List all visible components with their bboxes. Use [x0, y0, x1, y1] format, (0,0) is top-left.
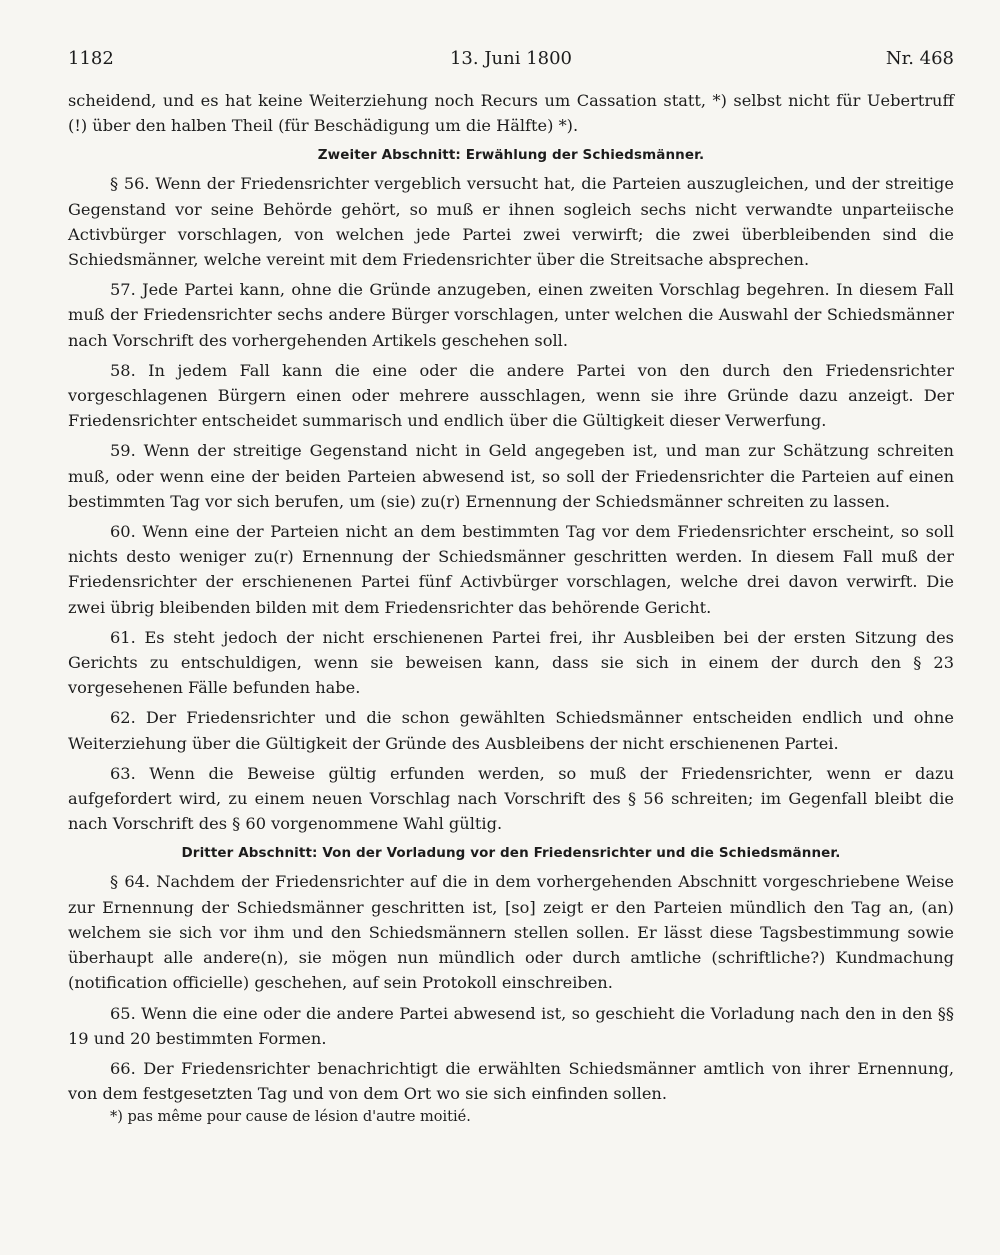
paragraph-61: 61. Es steht jedoch der nicht erschienenen Partei frei, ihr Ausbleiben bei der ersten Sitzung des Gerichts zu entschuldigen, wenn sie beweisen kann, dass sie sich in einem der durch den § 23 vorgesehenen Fälle befunden habe.: [68, 627, 954, 698]
paragraph-63: 63. Wenn die Beweise gültig erfunden werden, so muß der Friedensrichter, wenn er dazu aufgefordert wird, zu einem neuen Vorschlag nach Vorschrift des § 56 schreiten; im Gegenfall bleibt die nach Vorschrift des § 60 vorgenommene Wahl gültig.: [68, 763, 954, 834]
page-number: 1182: [68, 48, 114, 69]
paragraph-59: 59. Wenn der streitige Gegenstand nicht in Geld angegeben ist, und man zur Schätzung schreiten muß, oder wenn eine der beiden Parteien abwesend ist, so soll der Friedensrichter die Parteien auf einen bestimmten Tag vor sich berufen, um (sie) zu(r) Ernennung der Schiedsmänner schreiten zu lassen.: [68, 441, 954, 511]
paragraph-65: 65. Wenn die eine oder die andere Partei abwesend ist, so geschieht die Vorladung nach den in den §§ 19 und 20 bestimmten Formen.: [68, 1003, 954, 1048]
paragraph-66: 66. Der Friedensrichter benachrichtigt die erwählten Schiedsmänner amtlich von ihrer Ernennung, von dem festgesetzten Tag und von dem Ort wo sie sich einfinden sollen.: [68, 1058, 954, 1104]
paragraph-57: 57. Jede Partei kann, ohne die Gründe anzugeben, einen zweiten Vorschlag begehren. In diesem Fall muß der Friedensrichter sechs andere Bürger vorschlagen, unter welchen die Auswahl der Schiedsmänner nach Vorschrift des vorhergehenden Artikels geschehen soll.: [68, 280, 954, 350]
paragraph-56: § 56. Wenn der Friedensrichter vergeblich versucht hat, die Parteien auszugleichen, und der streitige Gegenstand vor seine Behörde gehört, so muß er ihnen sogleich sechs nicht verwandte unparteiische Activbürger vorschlagen, von welchen jede Partei zwei verwirft; die zwei überbleibenden sind die Schiedsmänner, welche vereint mit dem Friedensrichter über die Streitsache absprechen.: [68, 174, 954, 270]
footnote: *) pas même pour cause de lésion d'autre moitié.: [110, 1109, 471, 1126]
paragraph-60: 60. Wenn eine der Parteien nicht an dem bestimmten Tag vor dem Friedensrichter erscheint, so soll nichts desto weniger zu(r) Ernennung der Schiedsmänner geschritten werden. In diesem Fall muß der Friedensrichter der erschienenen Partei fünf Activbürger vorschlagen, welche drei davon verwirft. Die zwei übrig bleibenden bilden mit dem Friedensrichter das behörende Gericht.: [68, 522, 954, 617]
section-heading-dritter-abschnitt: Dritter Abschnitt: Von der Vorladung vor den Friedensrichter und die Schiedsmänner.: [181, 845, 841, 862]
page-header: [68, 48, 954, 78]
paragraph-64: § 64. Nachdem der Friedensrichter auf die in dem vorhergehenden Abschnitt vorgeschriebene Weise zur Ernennung der Schiedsmänner geschritten ist, [so] zeigt er den Parteien mündlich den Tag an, (an) welchem sie sich vor ihm und den Schiedsmännern stellen sollen. Er lässt diese Tagsbestimmung sowie überhaupt alle andere(n), sie mögen nun mündlich oder durch amtliche (schriftliche?) Kundmachung (notification officielle) geschehen, auf sein Protokoll einschreiben.: [68, 872, 954, 993]
paragraph-continuation: scheidend, und es hat keine Weiterziehung noch Recurs um Cassation statt, *) selbst nicht für Uebertruff (!) über den halben Theil (für Beschädigung um die Hälfte) *).: [68, 91, 954, 136]
page-body: [68, 88, 954, 1128]
header-date: 13. Juni 1800: [449, 48, 573, 69]
paragraph-62: 62. Der Friedensrichter und die schon gewählten Schiedsmänner entscheiden endlich und ohne Weiterziehung über die Gültigkeit der Gründe des Ausbleibens der nicht erschienenen Partei.: [68, 708, 954, 753]
section-heading-zweiter-abschnitt: Zweiter Abschnitt: Erwählung der Schiedsmänner.: [317, 147, 705, 164]
paragraph-58: 58. In jedem Fall kann die eine oder die andere Partei von den durch den Friedensrichter vorgeschlagenen Bürgern einen oder mehrere ausschlagen, wenn sie ihre Gründe dazu anzeigt. Der Friedensrichter entscheidet summarisch und endlich über die Gültigkeit dieser Verwerfung.: [68, 360, 954, 431]
issue-number: Nr. 468: [885, 48, 954, 69]
